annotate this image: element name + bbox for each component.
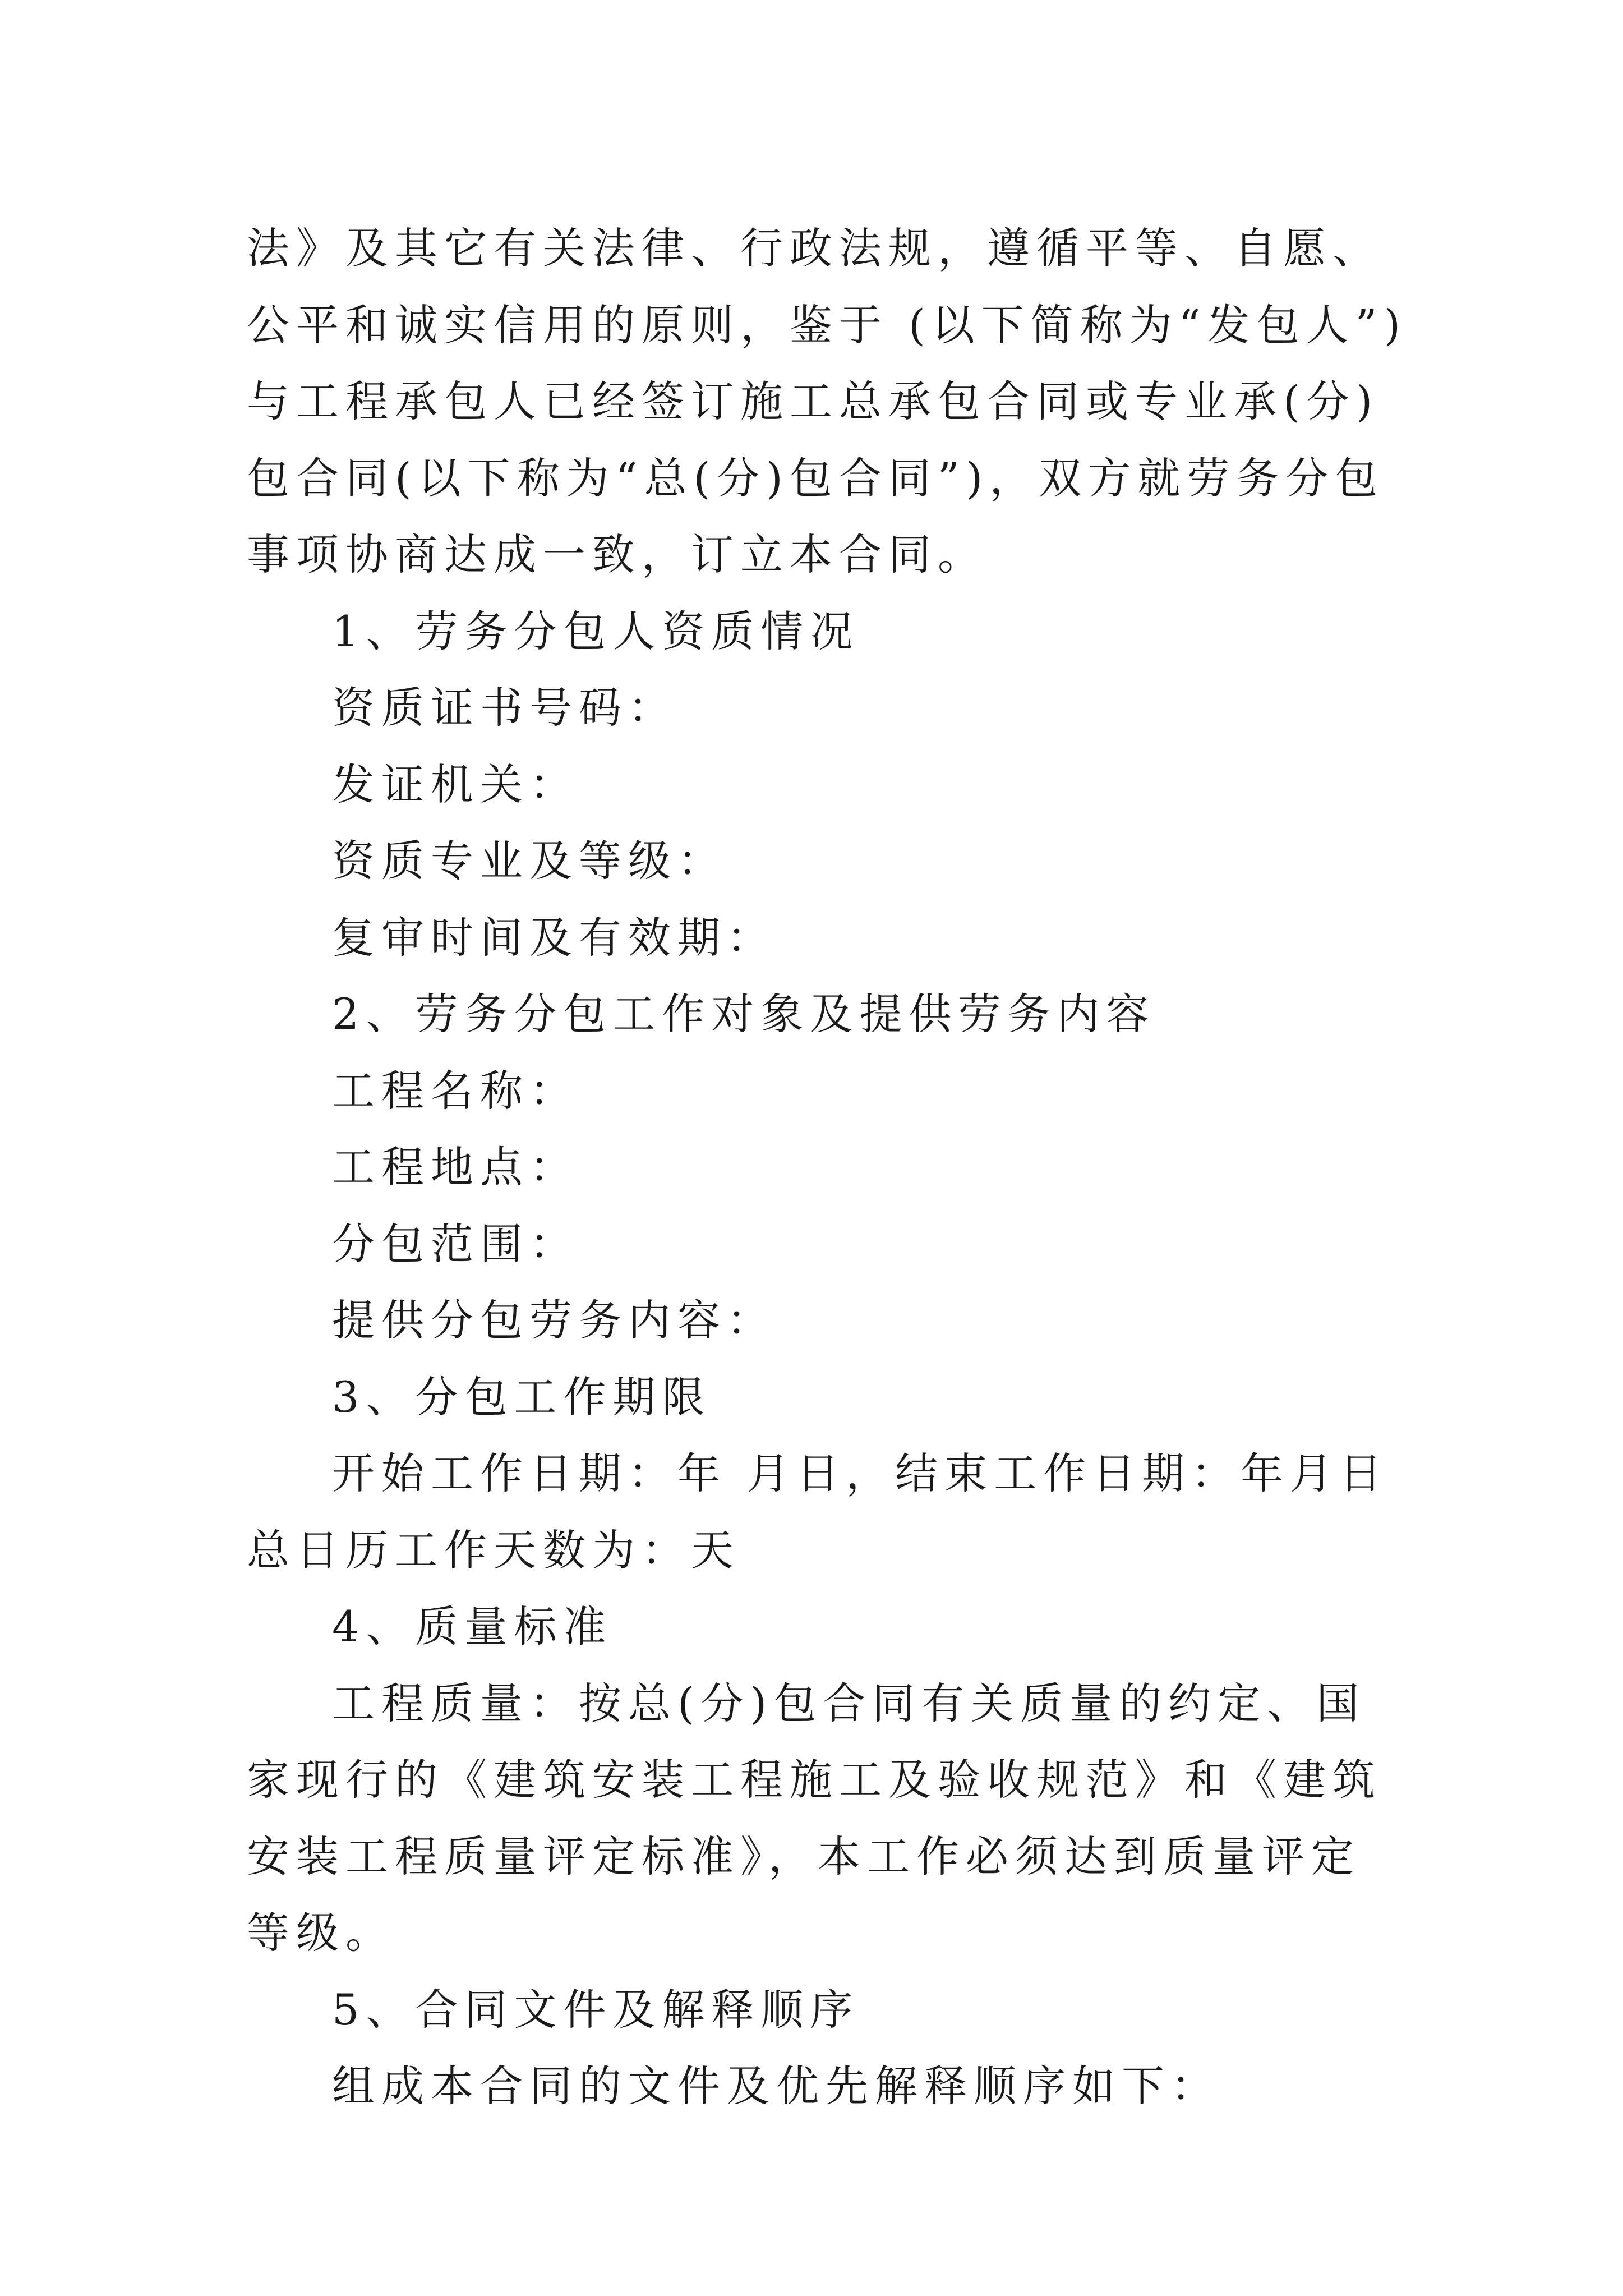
field-certificate-number: 资质证书号码： <box>332 683 677 733</box>
quality-paragraph: 工程质量：按总(分)包合同有关质量的约定、国家现行的《建筑安装工程施工及验收规范》和《建筑安装工程质量评定标准》，本工作必须达到质量评定 等级。 <box>247 1678 1382 1958</box>
contract-documents-paragraph: 组成本合同的文件及优先解释顺序如下： <box>332 2061 1220 2111</box>
section-heading-contract-documents: 5、合同文件及解释顺序 <box>332 1984 860 2035</box>
section-heading-quality: 4、质量标准 <box>332 1602 613 1651</box>
section-heading-work-period: 3、分包工作期限 <box>332 1372 712 1422</box>
intro-paragraph: 法》及其它有关法律、行政法规，遵循平等、自愿、公平和诚实信用的原则，鉴于 (以下简称为“发包人”)与工程承包人已经签订施工总承包合同或专业承(分)包合同(以下称为“总(分)包合同”)，双方就劳务分包事项协商达成一致，订立本合同。 <box>247 223 1408 579</box>
field-labor-content: 提供分包劳务内容： <box>332 1295 776 1345</box>
work-period-paragraph: 开始工作日期：年 月日，结束工作日期：年月日总日历工作天数为：天 <box>247 1448 1389 1575</box>
document-body <box>247 210 1413 2125</box>
field-project-name: 工程名称： <box>332 1065 579 1116</box>
field-review-validity: 复审时间及有效期： <box>332 912 776 963</box>
field-qualification-grade: 资质专业及等级： <box>332 836 727 886</box>
section-heading-work-scope: 2、劳务分包工作对象及提供劳务内容 <box>332 989 1156 1039</box>
field-project-location: 工程地点： <box>332 1142 579 1192</box>
field-subcontract-scope: 分包范围： <box>332 1218 579 1269</box>
section-heading-qualification: 1、劳务分包人资质情况 <box>332 606 860 656</box>
field-issuing-authority: 发证机关： <box>332 759 579 809</box>
